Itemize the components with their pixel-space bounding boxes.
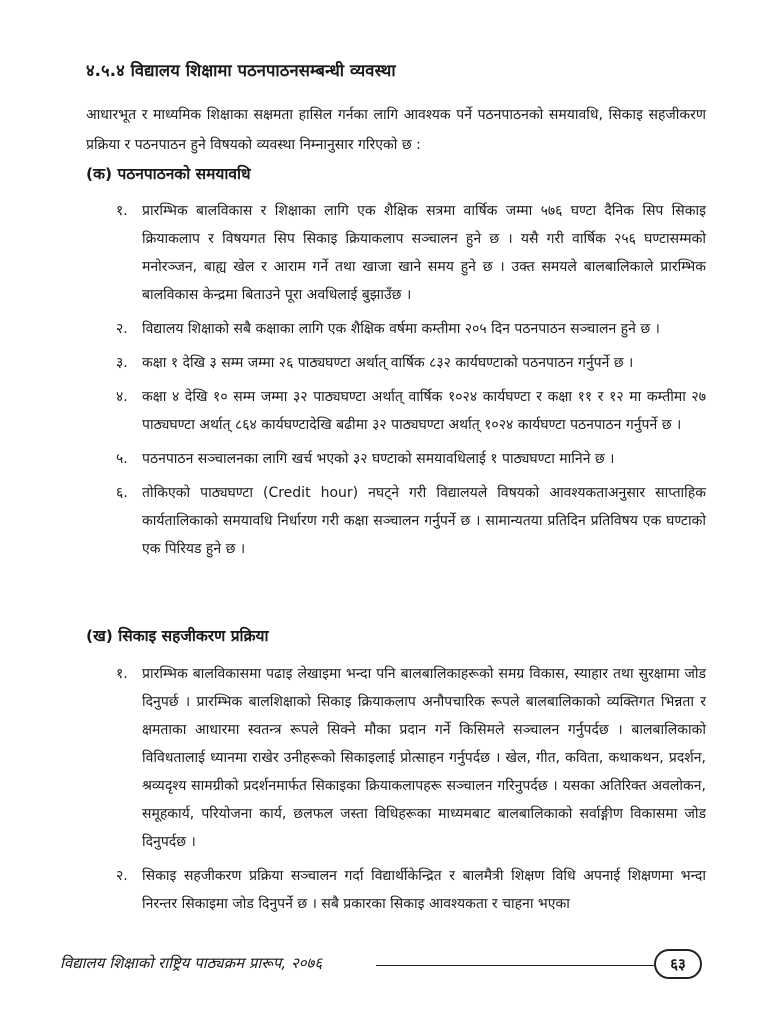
item-text: प्रारम्भिक बालविकासमा पढाइ लेखाइमा भन्दा पनि बालबालिकाहरूको समग्र विकास, स्याहार तथा सुरक्षामा जोड दिनुपर्छ । प्रारम्भिक बालशिक्षाको सिकाइ क्रियाकलाप अनौपचारिक रूपले बालबालिकाको व्यक्तिगत भिन्नता र क्षमताका आधारमा स्वतन्त्र रूपले सिक्ने मौका प्रदान गर्ने किसिमले सञ्चालन गर्नुपर्दछ । बालबालिकाको विविधतालाई ध्यानमा राखेर उनीहरूको सिकाइलाई प्रोत्साहन गर्नुपर्दछ । खेल, गीत, कविता, कथाकथन, प्रदर्शन, श्रव्यदृश्य सामग्रीको प्रदर्शनमार्फत सिकाइका क्रियाकलापहरू सञ्चालन गरिनुपर्दछ । यसका अतिरिक्त अवलोकन, समूहकार्य, परियोजना कार्य, छलफल जस्ता विधिहरूका माध्यमबाट बालबालिकाको सर्वाङ्गीण विकासमा जोड दिनुपर्दछ । — [142, 666, 706, 850]
item-text: कक्षा १ देखि ३ सम्म जम्मा २६ पाठ्यघण्टा अर्थात् वार्षिक ८३२ कार्यघण्टाको पठनपाठन गर्नुपर्ने छ । — [142, 355, 634, 371]
item-number: १. — [116, 666, 128, 682]
item-text: पठनपाठन सञ्चालनका लागि खर्च भएको ३२ घण्टाको समयावधिलाई १ पाठ्यघण्टा मानिने छ । — [142, 451, 615, 467]
time-duration-list — [86, 197, 706, 569]
learning-facilitation-list — [86, 660, 706, 924]
list-item — [86, 445, 706, 473]
list-item — [86, 862, 706, 918]
intro-paragraph: आधारभूत र माध्यमिक शिक्षाका सक्षमता हासिल गर्नका लागि आवश्यक पर्ने पठनपाठनको समयावधि, सिकाइ सहजीकरण प्रक्रिया र पठनपाठन हुने विषयको व्यवस्था निम्नानुसार गरिएको छ : — [86, 107, 706, 153]
item-text: सिकाइ सहजीकरण प्रक्रिया सञ्चालन गर्दा विद्यार्थीकेन्द्रित र बालमैत्री शिक्षण विधि अपनाई शिक्षणमा भन्दा निरन्तर सिकाइमा जोड दिनुपर्ने छ । सबै प्रकारका सिकाइ आवश्यकता र चाहना भएका — [142, 868, 706, 912]
item-number: ५. — [116, 451, 128, 467]
list-item — [86, 479, 706, 563]
item-text: तोकिएको पाठ्यघण्टा (Credit hour) नघट्ने गरी विद्यालयले विषयको आवश्यकताअनुसार साप्ताहिक कार्यतालिकाको समयावधि निर्धारण गरी कक्षा सञ्चालन गर्नुपर्ने छ । सामान्यतया प्रतिदिन प्रतिविषय एक घण्टाको एक पिरियड हुने छ । — [142, 485, 706, 557]
footer-title: विद्यालय शिक्षाको राष्ट्रिय पाठ्यक्रम प्रारूप, २०७६ — [60, 954, 323, 972]
item-number: १. — [116, 203, 128, 219]
subheading-learning-facilitation: (ख) सिकाइ सहजीकरण प्रक्रिया — [86, 627, 269, 645]
item-number: २. — [116, 868, 128, 884]
item-text: कक्षा ४ देखि १० सम्म जम्मा ३२ पाठ्यघण्टा अर्थात् वार्षिक १०२४ कार्यघण्टा र कक्षा ११ र १२ मा कम्तीमा २७ पाठ्यघण्टा अर्थात् ८६४ कार्यघण्टादेखि बढीमा ३२ पाठ्यघण्टा अर्थात् १०२४ कार्यघण्टा पठनपाठन गर्नुपर्ने छ । — [142, 389, 706, 433]
list-item — [86, 197, 706, 309]
item-number: ४. — [116, 389, 128, 405]
list-item — [86, 383, 706, 439]
page-number: ६३ — [654, 949, 702, 979]
list-item — [86, 349, 706, 377]
item-number: ६. — [116, 485, 128, 501]
footer-divider — [376, 965, 654, 966]
item-text: विद्यालय शिक्षाको सबै कक्षाका लागि एक शैक्षिक वर्षमा कम्तीमा २०५ दिन पठनपाठन सञ्चालन हुने छ । — [142, 321, 660, 337]
item-number: २. — [116, 321, 128, 337]
list-item — [86, 315, 706, 343]
section-heading: ४.५.४ विद्यालय शिक्षामा पठनपाठनसम्बन्धी व्यवस्था — [86, 61, 396, 80]
item-number: ३. — [116, 355, 128, 371]
subheading-time-duration: (क) पठनपाठनको समयावधि — [86, 165, 251, 183]
list-item — [86, 660, 706, 856]
item-text: प्रारम्भिक बालविकास र शिक्षाका लागि एक शैक्षिक सत्रमा वार्षिक जम्मा ५७६ घण्टा दैनिक सिप सिकाइ क्रियाकलाप र विषयगत सिप सिकाइ क्रियाकलाप सञ्चालन हुने छ । यसै गरी वार्षिक २५६ घण्टासम्मको मनोरञ्जन, बाह्य खेल र आराम गर्ने तथा खाजा खाने समय हुने छ । उक्त समयले बालबालिकाले प्रारम्भिक बालविकास केन्द्रमा बिताउने पूरा अवधिलाई बुझाउँछ । — [142, 203, 706, 303]
